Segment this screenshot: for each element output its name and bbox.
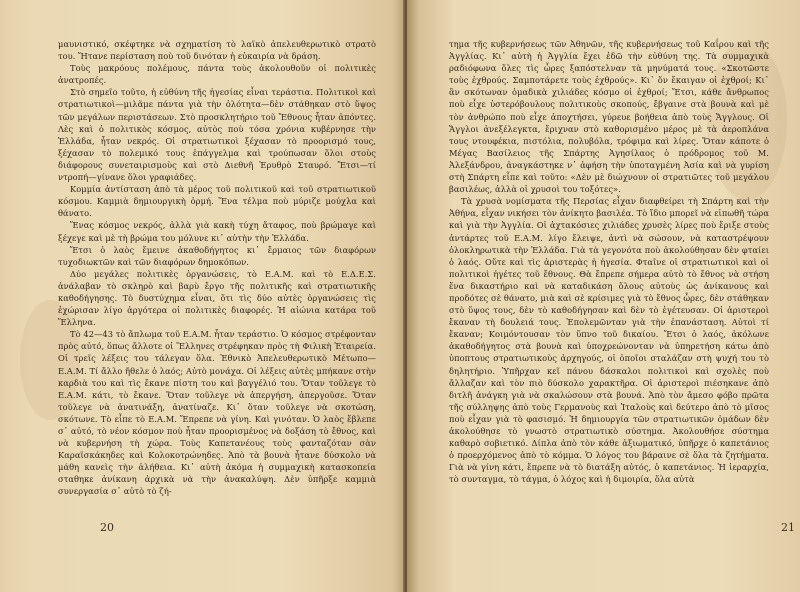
page-number: 20 xyxy=(100,521,114,534)
paragraph: Τὸ 42—43 τὸ ἄπλωμα τοῦ Ε.Α.Μ. ἦταν τεράστιο. Ὁ κόσμος στρέφονταν πρὸς αὐτό, ὅπως ἄλλοτε οἱ Ἕλληνες στρέφηκαν πρὸς τὴ Φιλικὴ Ἑταιρεία. Οἱ τρεῖς λέξεις του τάλεγαν ὅλα. Ἐθνικὸ Ἀπελευθερωτικὸ Μέτωπο—Ε.Α.Μ. Τί ἄλλο ἤθελε ὁ λαός; Αὐτὸ μονάχα. Οἱ λέξεις αὐτὲς μπήκανε στὴν καρδιὰ του καὶ τὶς ἔκανε πίστη του καὶ βαγγέλιό του. Ὅταν τοῦλεγε τὸ Ε.Α.Μ. κάτι, τὸ ἔκανε. Ὅταν τοῦλεγε νὰ ἀπεργήση, ἀπεργοῦσε. Ὅταν τοῦλεγε νὰ ἀνατινάξη, ἀνατίναζε. Κι᾽ ὅταν τοῦλεγε νὰ σκοτώση, σκότωνε. Τὸ εἶπε τὸ Ε.Α.Μ. Ἔπρεπε νὰ γίνη. Καὶ γινόταν. Ὁ λαὸς ἔβλεπε σ᾽ αὐτό, τὸ νέον κόσμον ποὺ ἦταν προορισμένος νὰ δοξάση τὸ ἔθνος, καὶ νὰ κυβερνήση τὴ χώρα. Τοὺς Καπετανέους τοὺς φανταζόταν σὰν Καραϊσκάκηδες καὶ Κολοκοτρώνηδες. Ἀπὸ τὰ βουνὰ ἦτανε δύσκολο νὰ μάθη κανεὶς τὴν ἀλήθεια. Κι᾽ αὐτὴ ἀκόμα ἡ συμμαχικὴ κατασκοπεία σταθηκε ἀνίκανη ἀρχικὰ νὰ τὴν ἀνακαλύψη. Δὲν ὑπῆρξε καμμιὰ συνεργασία σ᾽ αὐτὸ τὸ ζή- xyxy=(58,329,376,497)
paragraph: Δύο μεγάλες πολιτικὲς ὀργανώσεις, τὸ Ε.Α.Μ. καὶ τὸ Ε.Δ.Ε.Σ. ἀνάλαβαν τὸ σκληρὸ καὶ βαρὺ ἔργο τῆς πολιτικῆς καὶ στρατιωτικῆς καθοδήγησης. Τὸ δυστύχημα εἶναι, ὅτι τὶς δύο αὐτὲς ὀργανώσεις τὶς ἐχώρισαν λίγο ἀργότερα οἱ πολιτικὲς διαφορές. Ἡ αἰώνια κατάρα τοῦ Ἕλληνα. xyxy=(58,268,376,328)
paragraph: Στὸ σημεῖο τοῦτο, ἡ εὐθύνη τῆς ἡγεσίας εἶναι τεράστια. Πολιτικοὶ καὶ στρατιωτικοὶ—μιλᾶμε πάντα γιὰ τὴν ὁλότητα—δὲν στάθηκαν στὸ ὕψος τῶν μεγάλων περιστάσεων. Στὸ προσκλητήριο τοῦ Ἔθνους ἦταν ἀπόντες. Λὲς καὶ ὁ πολιτικὸς κόσμος, αὐτὸς ποὺ τόσα χρόνια κυβέρνησε τὴν Ἑλλάδα, ἦταν νεκρός. Οἱ στρατιωτικοὶ ξέχασαν τὸ προορισμό τους, ξέχασαν τὸ πολεμικό τους ἐπάγγελμα καὶ τρούπωσαν ὅλοι στοὺς διάφορους συνεταιρισμοὺς καὶ στὸ Διεθνῆ Ἐρυθρὸ Σταυρό. Ἔτσι—τί ντροπή—γίνανε ὅλοι γραφιάδες. xyxy=(58,87,376,183)
paragraph: Κομμία ἀντίσταση ἀπὸ τὰ μέρος τοῦ πολιτικοῦ καὶ τοῦ στρατιωτικοῦ κόσμου. Καμμιὰ δημιουργικὴ ὁρμή. Ἕνα τέλμα ποὺ μύριζε μούχλα καὶ θάνατο. xyxy=(58,184,376,219)
paragraph: τημα τῆς κυβερνήσεως τῶν Ἀθηνῶν, τῆς κυβερνήσεως τοῦ Καΐρου καὶ τῆς Ἀγγλίας. Κι᾽ αὐτὴ ἡ Ἀγγλία ἔχει ἐδῶ τὴν εὐθύνη της. Τὰ συμμαχικὰ ραδιόφωνα ὅλες τὶς ὧρες ξαπόστελναν τὰ μηνύματά τους. «Σκοτῶστε τοὺς ἐχθρούς. Σαμποτάρετε τοὺς ἐχθρούς». Κι᾽ ὅν ἔκαιγαν οἱ ἐχθροί; Κι᾽ ἂν σκότωναν ὁμαδικὰ χιλιάδες κόσμο οἱ ἐχθροί; Ἔτσι, κάθε ἄνθρωπος ποὺ εἶχε ὑστερόβουλους πολιτικοὺς σκοπούς, ἔβγαινε στὰ βουνὰ καὶ μὲ τὸν ἀνθρώπο ποὺ εἶχε ἀποχτήσει, γύρευε βοήθεια ἀπὸ τοὺς Ἄγγλους. Οἱ Ἄγγλοι ἀνεξέλεγκτα, ἔριχναν στὸ καθορισμένο μέρος μὲ τὰ ἀεροπλάνα τους ντουφέκια, πιστόλια, πολυβόλα, τρόφιμα καὶ λίρες. Ὅταν κάποτε ὁ Μέγας Βασίλειος τῆς Σπάρτης Ἀγησίλαος ὁ πρόδρομος τοῦ Μ. Ἀλεξάνδρου, ἀναγκάστηκε ν᾽ ἀφήση τὴν ὑποταγμένη Ἀσία καὶ νὰ γυρίση στὴ Σπάρτη εἶπε καὶ τοῦτο: «Δὲν μὲ διώχνουν οἱ στρατιῶτες τοῦ μεγάλου βασιλέως, ἀλλὰ οἱ χρυσοὶ του τοξότες». xyxy=(449,39,769,195)
left-page-text xyxy=(58,38,376,498)
paragraph: Ἕνας κόσμος νεκρός, ἀλλὰ γιὰ κακὴ τύχη ἄταφος, ποὺ βρώμαγε καὶ ξέχεγε καὶ μὲ τὴ βρώμα του μόλυνε κι᾽ αὐτὴν τὴν Ἑλλάδα. xyxy=(58,220,376,243)
right-page-text xyxy=(449,38,769,485)
page-number: 21 xyxy=(781,521,795,534)
paragraph: Ἔτσι ὁ λαὸς ἔμεινε ἀκαθοδήγητος κι᾽ ἔρμαιος τῶν διαφόρων τυχοδιωκτῶν καὶ τῶν διαφόρων δημοκόπων. xyxy=(58,244,376,267)
paragraph: μαυνιστικό, σκέφτηκε νὰ σχηματίση τὸ λαϊκὸ ἀπελευθερωτικὸ στρατὸ του. Ἤτανε περίσταση ποὺ τοῦ δινόταν ἡ εὐκαιρία νὰ δράση. xyxy=(58,39,376,62)
paragraph: Τὰ χρυσὰ νομίσματα τῆς Περσίας εἶχαν διαφθείρει τὴ Σπάρτη καὶ τὴν Ἀθήνα, εἶχαν νικήσει τὸν ἀνίκητο βασιλέα. Τὸ ἴδιο μπορεῖ νὰ εἰπωθῆ τώρα καὶ γιὰ τὴν Ἀγγλία. Οἱ ἀχτακόσιες χιλιάδες χρυσὲς λίρες ποὺ ἔριξε στοὺς ἀντάρτες τοῦ Ε.Α.Μ. λίγο ἔλειψε, ἀντὶ νὰ σώσουν, νὰ καταστρέψουν ὁλοκληρωτικὰ τὴν Ἑλλάδα. Γιὰ τὰ γεγονότα ποὺ ἀκολούθησαν δὲν φταίει ὁ λαός. Οὔτε καὶ τὶς ἀριστερὰς ἡ ἡγεσία. Φταῖνε οἱ στρατιωτικοὶ καὶ οἱ πολιτικοὶ ἡγέτες τοῦ ἔθνους. Θὰ ἔπρεπε σήμερα αὐτὸ τὸ ἔθνος νὰ στήση ἕνα δικαστήριο καὶ νὰ καταδικάση ὅλους αὐτοὺς ὡς ἀνίκανους καὶ προδότες σὲ θάνατο, μιὰ καὶ σὲ κρίσιμες γιὰ τὸ ἔθνος ὧρες, δὲν στάθηκαν στὸ ὕψος τους, δὲν τὸ καθοδήγησαν καὶ δὲν τὸ ἐγέτευσαν. Οἱ ἀριστεροὶ ἔκαναν τὴ δουλειά τους. Ἐπολεμῶνταν γιὰ τὴν ἐπανάσταση. Αὐτοὶ τί ἔκαναν; Κοιμόντουσαν τὸν ὕπνο τοῦ δικαίου. Ἔτσι ὁ λαός, ἀκόλωνε ἀκαθοδήγητος στὰ βουνὰ καὶ ὑποχρεώνονταν νὰ ὑπηρετήση κάτω ἀπὸ ὑποπτους στρατιωτικοὺς ἀρχηγούς, οἱ ὁποῖοι σταλάζαν στὴ ψυχή του τὸ δηλητήριο. Ὑπῆρχαν κεῖ πάνου δάσκαλοι πολιτικοὶ καὶ σχολὲς ποὺ ἄλλαζαν καὶ τὸν πιὸ δύσκολο χαρακτῆρα. Οἱ ἀριστεροὶ πιέσηκανε ἀπὸ διτλῆ ἀνάγκη γιὰ νὰ σκαλώσουν στὰ βουνά. Ἀπὸ τὸν ἄμεσο φόβο πρῶτα τῆς σύλληψης ἀπὸ τοὺς Γερμανοὺς καὶ Ἰταλοὺς καὶ δεύτερο ἀπὸ τὸ μῖσος ποὺ εἶχαν γιὰ τὸ φασισμό. Ἡ δημιουργία τῶν στρατιωτικῶν ὁμάδων δὲν ἀκολούθησε τὸ γνωστὸ στρατιωτικὸ σύστημα. Ἀκολουθήσε σύστημα καθαρὸ σοβιετικό. Δίπλα ἀπὸ τὸν κάθε ἀξιωματικό, ὑπῆρχε ὁ καπετάνιος ὁ προερχόμενος ἀπὸ τὸ κόμμα. Ὁ λόγος του βάραινε σὲ ὅλα τὰ ζητήματα. Γιὰ νὰ γίνη κάτι, ἔπρεπε νὰ τὸ διατάξη αὐτός, ὁ καπετάνιος. Ἡ ἱεραρχία, τὸ συνταγμα, τὸ τάγμα, ὁ λόχος καὶ ἡ διμοιρία, ὅλα αὐτὰ xyxy=(449,196,769,485)
right-page xyxy=(407,0,800,592)
paragraph: Τοὺς μακρόους πολέμους, πάντα τοὺς ἀκολουθοῦν οἱ πολιτικὲς ἀνατροπές. xyxy=(58,63,376,86)
